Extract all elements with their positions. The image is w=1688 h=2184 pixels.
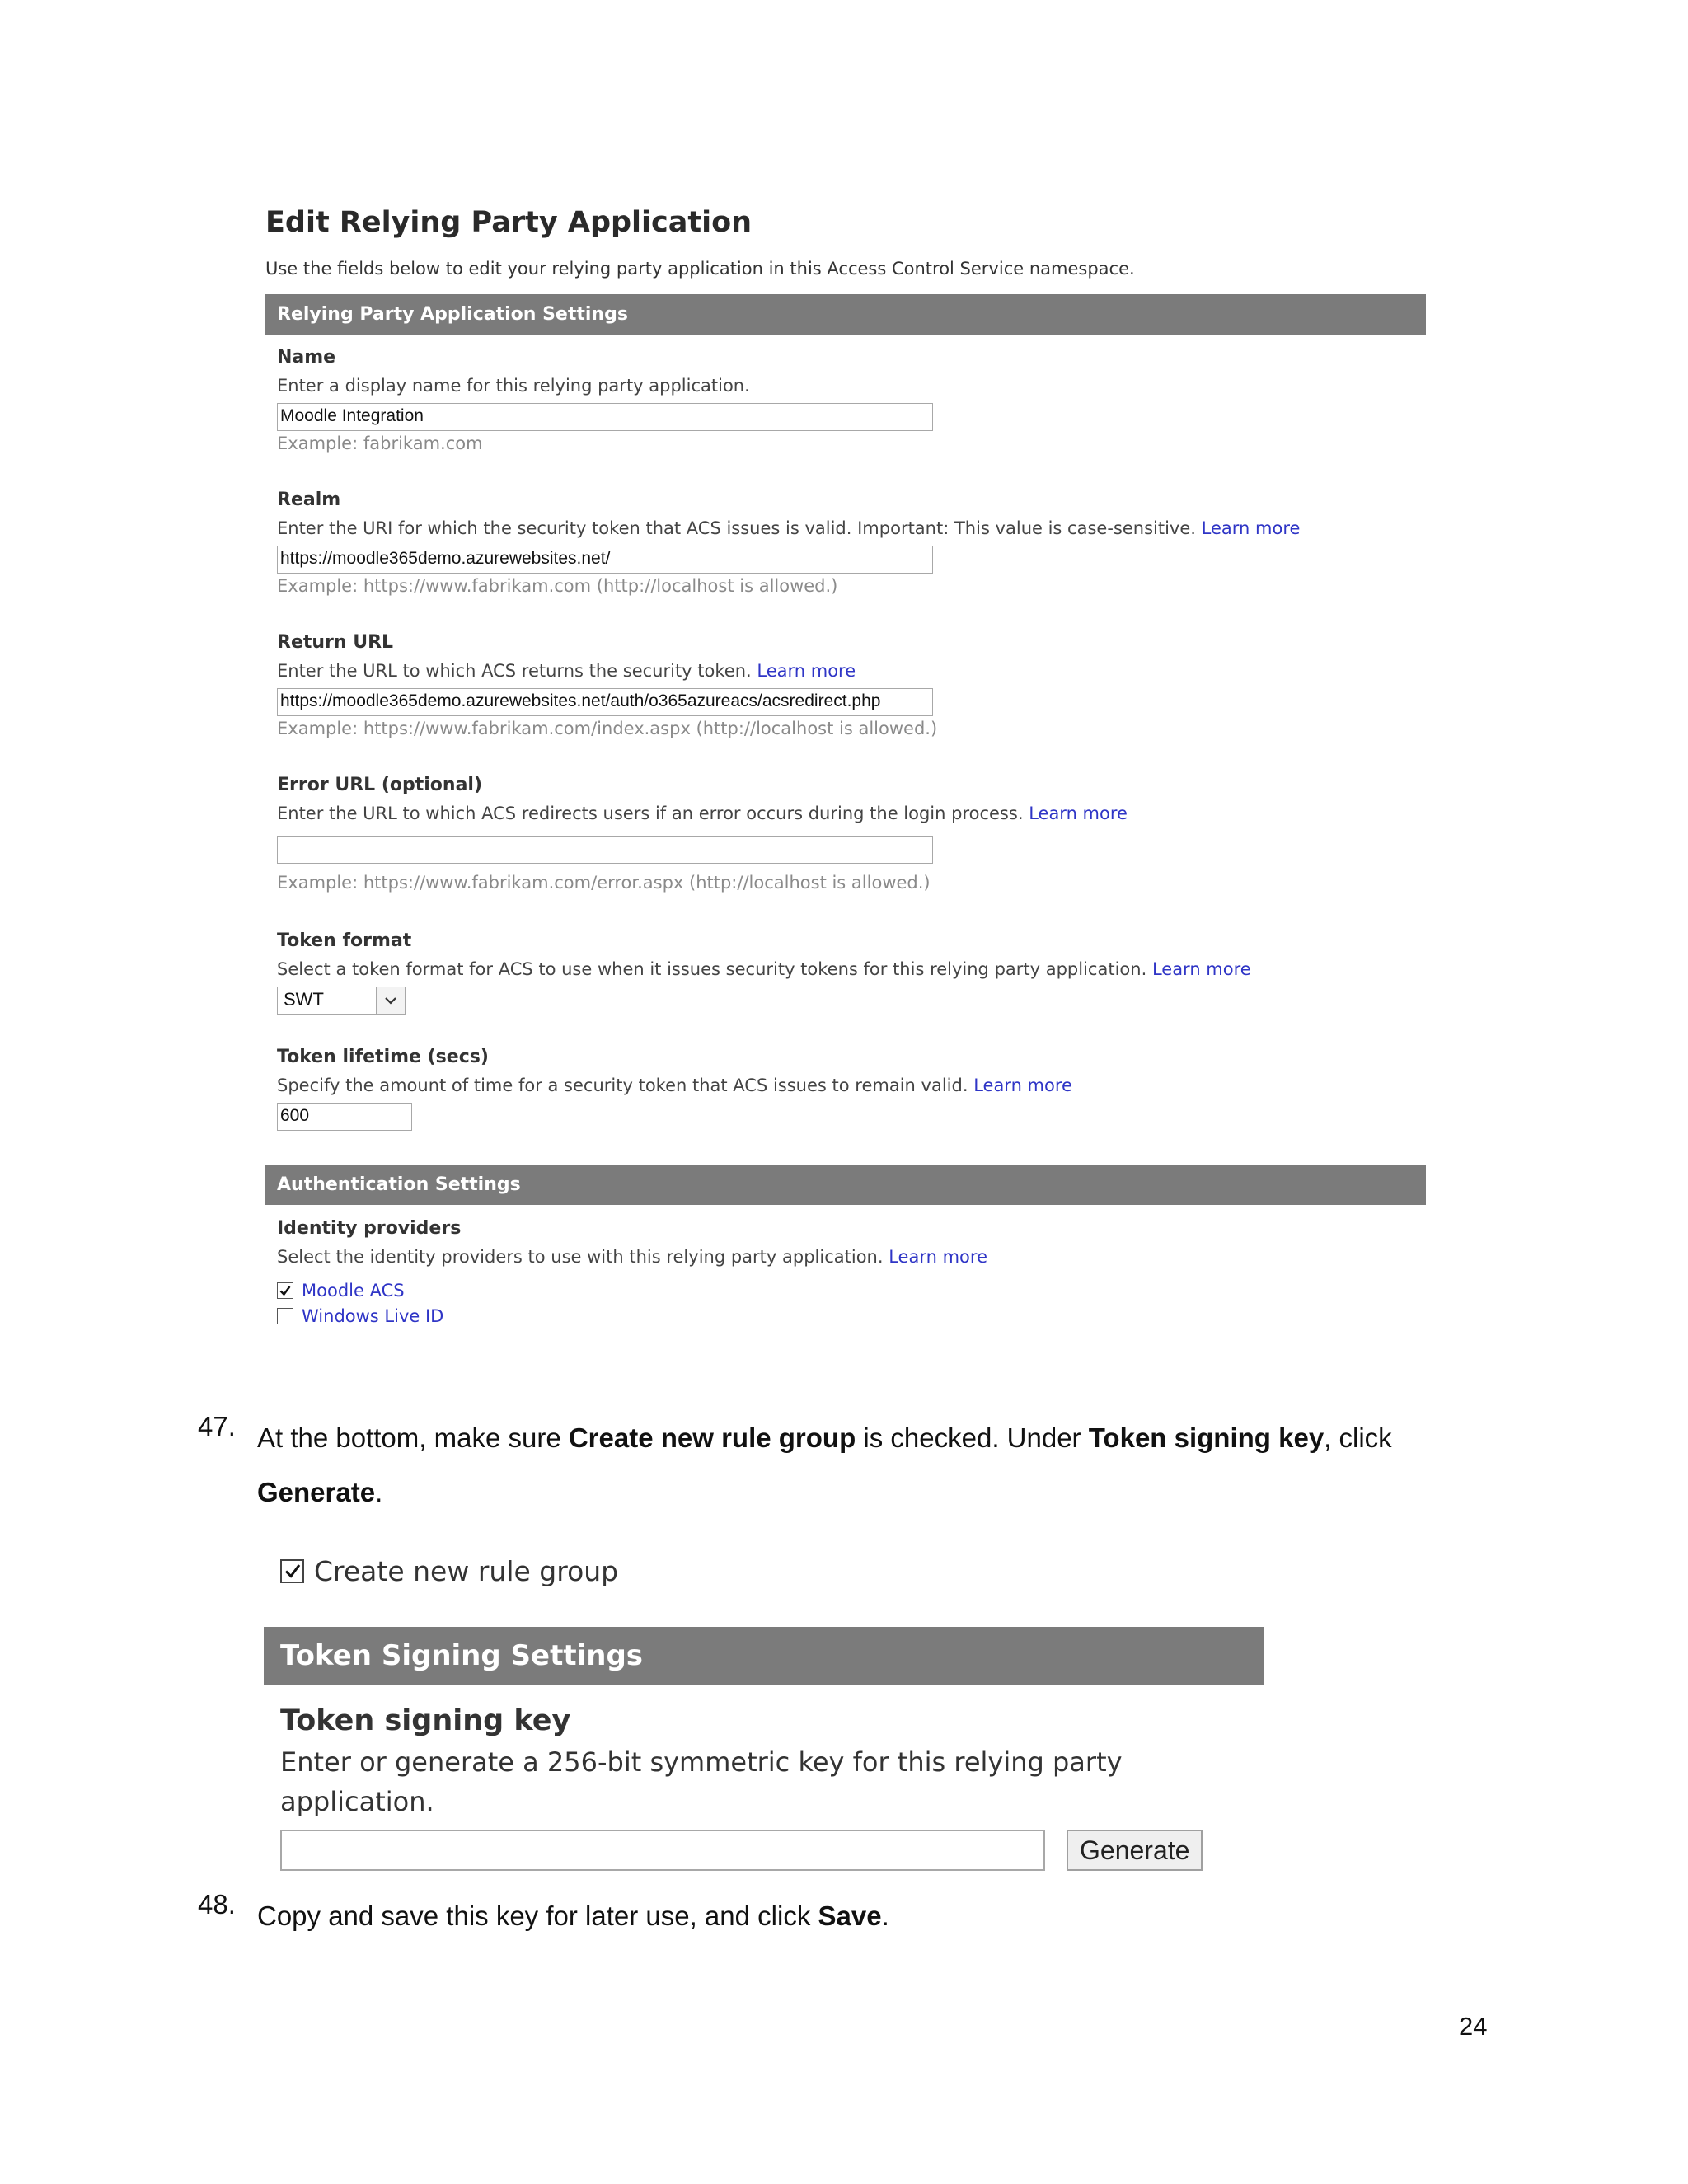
realm-label: Realm [277,490,341,510]
realm-desc-text: Enter the URI for which the security token that ACS issues is valid. Important: This value is case-sensitive. [277,518,1196,538]
return-url-input[interactable]: https://moodle365demo.azurewebsites.net/auth/o365azureacs/acsredirect.php [277,688,933,716]
step-text-part: Copy and save this key for later use, and click [257,1900,818,1931]
edit-relying-party-screenshot [265,198,1426,1329]
return-url-desc-text: Enter the URL to which ACS returns the security token. [277,661,752,681]
page-intro: Use the fields below to edit your relying party application in this Access Control Service namespace. [265,259,1135,279]
return-url-field [265,630,1426,741]
windows-live-id-checkbox[interactable] [277,1308,293,1324]
realm-learn-more-link[interactable]: Learn more [1201,518,1301,538]
realm-input[interactable]: https://moodle365demo.azurewebsites.net/ [277,546,933,574]
token-lifetime-learn-more-link[interactable]: Learn more [973,1076,1072,1095]
create-rule-group-checkbox[interactable] [280,1559,304,1583]
identity-providers-learn-more-link[interactable]: Learn more [889,1247,987,1267]
step-text [257,1411,1451,1520]
token-lifetime-input[interactable]: 600 [277,1103,412,1131]
identity-provider-item[interactable] [277,1277,1426,1303]
identity-providers-desc [277,1244,1426,1269]
name-desc: Enter a display name for this relying party application. [277,376,750,396]
token-lifetime-label: Token lifetime (secs) [277,1047,489,1067]
token-signing-settings-header: Token Signing Settings [264,1627,1264,1685]
chevron-down-icon[interactable] [376,987,405,1014]
step-bold-create-rule-group: Create new rule group [568,1422,856,1453]
step-number: 48. [198,1889,236,1919]
name-label: Name [277,347,336,368]
token-format-select[interactable] [277,987,406,1015]
return-url-label: Return URL [277,632,394,653]
identity-provider-label[interactable]: Moodle ACS [302,1280,405,1301]
token-signing-key-input[interactable] [280,1830,1045,1871]
token-format-learn-more-link[interactable]: Learn more [1151,959,1251,979]
identity-provider-list [277,1277,1426,1329]
name-example: Example: fabrikam.com [277,434,483,453]
identity-provider-label[interactable]: Windows Live ID [302,1305,444,1326]
auth-settings-header: Authentication Settings [265,1165,1426,1205]
token-format-selected-value: SWT [284,989,324,1010]
token-signing-key-row [280,1830,1264,1871]
token-signing-key-label: Token signing key [280,1704,571,1737]
create-rule-group-label[interactable]: Create new rule group [314,1554,619,1587]
step-bold-generate: Generate [257,1477,376,1507]
rp-settings-header: Relying Party Application Settings [265,294,1426,335]
token-signing-screenshot [264,1549,1264,1871]
step-text [257,1889,1451,1943]
page-number: 24 [1459,2012,1488,2041]
page-title: Edit Relying Party Application [265,206,753,239]
step-text-part: , click [1324,1422,1392,1453]
return-url-example: Example: https://www.fabrikam.com/index.aspx (http://localhost is allowed.) [277,719,938,738]
token-lifetime-desc-text: Specify the amount of time for a security token that ACS issues to remain valid. [277,1076,968,1095]
token-signing-key-desc: Enter or generate a 256-bit symmetric key for this relying party application. [280,1746,1123,1817]
error-url-field [265,773,1426,895]
name-input[interactable]: Moodle Integration [277,403,933,431]
realm-example: Example: https://www.fabrikam.com (http://localhost is allowed.) [277,576,838,596]
error-url-label: Error URL (optional) [277,775,483,795]
error-url-learn-more-link[interactable]: Learn more [1029,804,1128,823]
token-signing-key-field [264,1701,1264,1871]
identity-providers-label: Identity providers [277,1218,462,1239]
generate-button[interactable]: Generate [1067,1830,1203,1871]
identity-providers-desc-text: Select the identity providers to use with this relying party application. [277,1247,884,1267]
step-text-part: . [375,1477,383,1507]
identity-providers-field [265,1216,1426,1329]
moodle-acs-checkbox[interactable] [277,1282,293,1299]
step-bold-save: Save [818,1900,882,1931]
token-format-desc-text: Select a token format for ACS to use when it issues security tokens for this relying party application. [277,959,1147,979]
token-format-label: Token format [277,930,412,951]
return-url-learn-more-link[interactable]: Learn more [757,661,856,681]
token-format-field [265,929,1426,1015]
token-format-desc [277,957,1426,982]
error-url-example: Example: https://www.fabrikam.com/error.aspx (http://localhost is allowed.) [277,873,931,893]
error-url-desc [277,801,1426,826]
create-rule-group-row[interactable] [280,1549,1264,1592]
step-bold-token-signing-key: Token signing key [1088,1422,1325,1453]
realm-field [265,488,1426,598]
step-text-part: . [881,1900,889,1931]
error-url-desc-text: Enter the URL to which ACS redirects users if an error occurs during the login process. [277,804,1024,823]
step-text-part: At the bottom, make sure [257,1422,569,1453]
realm-desc [277,516,1426,541]
step-text-part: is checked. Under [856,1422,1089,1453]
token-lifetime-field [265,1045,1426,1131]
identity-provider-item[interactable] [277,1303,1426,1329]
return-url-desc [277,658,1426,683]
token-lifetime-desc [277,1073,1426,1098]
name-field [265,345,1426,456]
error-url-input[interactable] [277,836,933,864]
step-number: 47. [198,1411,236,1441]
